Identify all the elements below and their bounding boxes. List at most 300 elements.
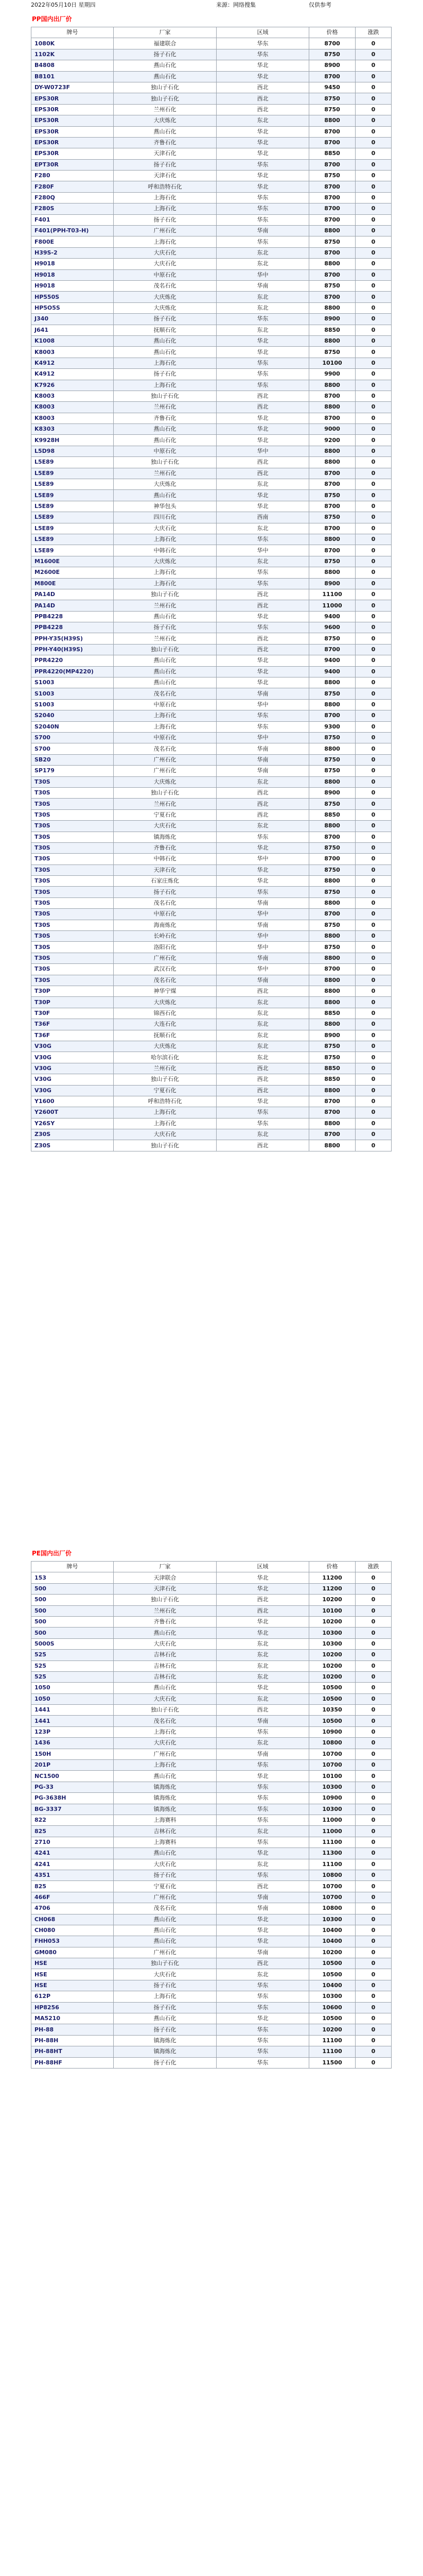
price-cell: 8750 xyxy=(309,1052,356,1063)
maker-cell: 大庆石化 xyxy=(114,1129,217,1140)
maker-cell: 中原石化 xyxy=(114,446,217,456)
model-cell: S1003 xyxy=(31,699,114,710)
change-cell: 0 xyxy=(356,1063,392,1074)
price-cell: 8800 xyxy=(309,534,356,545)
price-cell: 8750 xyxy=(309,556,356,567)
change-cell: 0 xyxy=(356,931,392,942)
change-cell: 0 xyxy=(356,567,392,578)
model-cell: Y2600T xyxy=(31,1107,114,1118)
model-cell: T30S xyxy=(31,787,114,798)
maker-cell: 扬子石化 xyxy=(114,369,217,380)
region-cell: 西北 xyxy=(217,391,309,401)
change-cell: 0 xyxy=(356,876,392,887)
change-cell: 0 xyxy=(356,204,392,214)
change-cell: 0 xyxy=(356,1859,392,1870)
change-cell: 0 xyxy=(356,391,392,401)
table-row xyxy=(31,38,392,49)
change-cell: 0 xyxy=(356,171,392,181)
maker-cell: 兰州石化 xyxy=(114,799,217,809)
maker-cell: 兰州石化 xyxy=(114,1605,217,1616)
maker-cell: 广州石化 xyxy=(114,1749,217,1759)
change-cell: 0 xyxy=(356,1572,392,1583)
change-cell: 0 xyxy=(356,1074,392,1085)
region-cell: 东北 xyxy=(217,292,309,302)
table-header-row xyxy=(31,27,392,38)
table-row xyxy=(31,2035,392,2046)
model-cell: T30S xyxy=(31,975,114,986)
maker-cell: 燕山石化 xyxy=(114,1628,217,1638)
change-cell: 0 xyxy=(356,380,392,391)
region-cell: 西北 xyxy=(217,104,309,115)
model-cell: BG-3337 xyxy=(31,1804,114,1815)
maker-cell: 燕山石化 xyxy=(114,71,217,82)
model-cell: T30S xyxy=(31,842,114,853)
change-cell: 0 xyxy=(356,2024,392,2035)
model-cell: 825 xyxy=(31,1881,114,1892)
price-cell: 10300 xyxy=(309,1991,356,2002)
table-row xyxy=(31,115,392,126)
table-row xyxy=(31,1671,392,1682)
section-title: PP国内出厂价 xyxy=(32,15,72,23)
region-cell: 东北 xyxy=(217,1019,309,1030)
table-row xyxy=(31,887,392,897)
maker-cell: 神华包头 xyxy=(114,501,217,512)
change-cell: 0 xyxy=(356,556,392,567)
maker-cell: 扬子石化 xyxy=(114,2002,217,2013)
price-cell: 8750 xyxy=(309,766,356,776)
maker-cell: 扬子石化 xyxy=(114,1870,217,1880)
price-cell: 10800 xyxy=(309,1870,356,1880)
change-cell: 0 xyxy=(356,159,392,170)
model-cell: V30G xyxy=(31,1052,114,1063)
price-cell: 10700 xyxy=(309,1881,356,1892)
table-row xyxy=(31,247,392,258)
maker-cell: 洛阳石化 xyxy=(114,942,217,953)
region-cell: 华北 xyxy=(217,611,309,622)
change-cell: 0 xyxy=(356,2046,392,2057)
model-cell: K7926 xyxy=(31,380,114,391)
change-cell: 0 xyxy=(356,402,392,413)
region-cell: 东北 xyxy=(217,1660,309,1671)
table-row xyxy=(31,832,392,842)
price-cell: 8700 xyxy=(309,137,356,148)
region-cell: 华东 xyxy=(217,1980,309,1991)
model-cell: F401(PPH-T03-H) xyxy=(31,226,114,236)
model-cell: SB20 xyxy=(31,754,114,765)
maker-cell: 燕山石化 xyxy=(114,1771,217,1782)
table-row xyxy=(31,1892,392,1903)
model-cell: K1008 xyxy=(31,335,114,346)
table-row xyxy=(31,302,392,313)
table-row xyxy=(31,358,392,368)
model-cell: 123P xyxy=(31,1726,114,1737)
maker-cell: 海南炼化 xyxy=(114,920,217,930)
model-cell: 1080K xyxy=(31,38,114,49)
table-row xyxy=(31,611,392,622)
model-cell: 1441 xyxy=(31,1705,114,1716)
section-title: PE国内出厂价 xyxy=(32,1550,72,1557)
model-cell: FHH053 xyxy=(31,1936,114,1947)
maker-cell: 吉林石化 xyxy=(114,1826,217,1837)
region-cell: 西北 xyxy=(217,1705,309,1716)
maker-cell: 独山子石化 xyxy=(114,1140,217,1151)
region-cell: 华南 xyxy=(217,754,309,765)
region-cell: 华南 xyxy=(217,226,309,236)
model-cell: 500 xyxy=(31,1616,114,1627)
table-row xyxy=(31,280,392,291)
region-cell: 华东 xyxy=(217,358,309,368)
change-cell: 0 xyxy=(356,865,392,875)
maker-cell: 大庆石化 xyxy=(114,1969,217,1980)
maker-cell: 茂名石化 xyxy=(114,897,217,908)
price-cell: 8750 xyxy=(309,942,356,953)
table-row xyxy=(31,766,392,776)
table-row xyxy=(31,644,392,655)
maker-cell: 燕山石化 xyxy=(114,1683,217,1693)
change-cell: 0 xyxy=(356,622,392,633)
model-cell: T30S xyxy=(31,964,114,975)
change-cell: 0 xyxy=(356,842,392,853)
price-cell: 8750 xyxy=(309,512,356,523)
price-cell: 8800 xyxy=(309,743,356,754)
model-cell: T30S xyxy=(31,832,114,842)
model-cell: K8003 xyxy=(31,402,114,413)
price-cell: 10200 xyxy=(309,1671,356,1682)
maker-cell: 广州石化 xyxy=(114,754,217,765)
region-cell: 华北 xyxy=(217,60,309,71)
region-cell: 华北 xyxy=(217,181,309,192)
change-cell: 0 xyxy=(356,314,392,325)
change-cell: 0 xyxy=(356,688,392,699)
price-cell: 8850 xyxy=(309,809,356,820)
region-cell: 华北 xyxy=(217,1616,309,1627)
model-cell: Z30S xyxy=(31,1140,114,1151)
model-cell: M2600E xyxy=(31,567,114,578)
region-cell: 华东 xyxy=(217,369,309,380)
maker-cell: 上海石化 xyxy=(114,721,217,732)
change-cell: 0 xyxy=(356,292,392,302)
model-cell: L5E89 xyxy=(31,490,114,501)
change-cell: 0 xyxy=(356,115,392,126)
model-cell: T30S xyxy=(31,854,114,865)
region-cell: 东北 xyxy=(217,1129,309,1140)
section-0 xyxy=(31,11,391,1151)
table-row xyxy=(31,335,392,346)
table-row xyxy=(31,1771,392,1782)
table-row xyxy=(31,413,392,423)
change-cell: 0 xyxy=(356,2035,392,2046)
price-cell: 8800 xyxy=(309,1140,356,1151)
maker-cell: 独山子石化 xyxy=(114,787,217,798)
maker-cell: 燕山石化 xyxy=(114,347,217,358)
region-cell: 东北 xyxy=(217,1671,309,1682)
change-cell: 0 xyxy=(356,854,392,865)
price-cell: 8800 xyxy=(309,986,356,996)
maker-cell: 燕山石化 xyxy=(114,60,217,71)
change-cell: 0 xyxy=(356,1030,392,1041)
model-cell: S2040N xyxy=(31,721,114,732)
maker-cell: 燕山石化 xyxy=(114,435,217,446)
maker-cell: 上海石化 xyxy=(114,1107,217,1118)
change-cell: 0 xyxy=(356,710,392,721)
region-cell: 华北 xyxy=(217,865,309,875)
region-cell: 西北 xyxy=(217,468,309,479)
table-row xyxy=(31,49,392,60)
table-row xyxy=(31,468,392,479)
table-row xyxy=(31,226,392,236)
model-cell: B4808 xyxy=(31,60,114,71)
table-row xyxy=(31,2046,392,2057)
model-cell: NC1500 xyxy=(31,1771,114,1782)
region-cell: 东北 xyxy=(217,325,309,335)
maker-cell: 中韩石化 xyxy=(114,854,217,865)
report-date: 2022年05月10日 星期四 xyxy=(31,2,96,8)
table-row xyxy=(31,380,392,391)
price-cell: 9200 xyxy=(309,435,356,446)
change-cell: 0 xyxy=(356,1771,392,1782)
region-cell: 华东 xyxy=(217,380,309,391)
table-row xyxy=(31,799,392,809)
region-cell: 西北 xyxy=(217,633,309,644)
maker-cell: 扬子石化 xyxy=(114,49,217,60)
table-row xyxy=(31,501,392,512)
column-header-price: 价格 xyxy=(309,27,356,38)
change-cell: 0 xyxy=(356,1870,392,1880)
maker-cell: 茂名石化 xyxy=(114,743,217,754)
price-cell: 10200 xyxy=(309,2024,356,2035)
region-cell: 华北 xyxy=(217,171,309,181)
change-cell: 0 xyxy=(356,1118,392,1129)
model-cell: B8101 xyxy=(31,71,114,82)
price-cell: 8700 xyxy=(309,545,356,556)
change-cell: 0 xyxy=(356,1969,392,1980)
price-cell: 11200 xyxy=(309,1583,356,1594)
model-cell: L5E89 xyxy=(31,523,114,534)
maker-cell: 镇海炼化 xyxy=(114,2046,217,2057)
table-row xyxy=(31,1837,392,1848)
change-cell: 0 xyxy=(356,192,392,203)
model-cell: PPR4220 xyxy=(31,655,114,666)
maker-cell: 吉林石化 xyxy=(114,1671,217,1682)
table-row xyxy=(31,1693,392,1704)
price-cell: 8800 xyxy=(309,699,356,710)
region-cell: 华南 xyxy=(217,743,309,754)
table-row xyxy=(31,192,392,203)
maker-cell: 上海赛科 xyxy=(114,1815,217,1825)
region-cell: 华北 xyxy=(217,655,309,666)
region-cell: 东北 xyxy=(217,523,309,534)
region-cell: 华南 xyxy=(217,688,309,699)
table-row xyxy=(31,214,392,225)
maker-cell: 燕山石化 xyxy=(114,1925,217,1936)
model-cell: PPB4228 xyxy=(31,622,114,633)
model-cell: M1600E xyxy=(31,556,114,567)
model-cell: 525 xyxy=(31,1650,114,1660)
price-cell: 8800 xyxy=(309,302,356,313)
table-row xyxy=(31,578,392,589)
model-cell: PH-88 xyxy=(31,2024,114,2035)
table-row xyxy=(31,876,392,887)
model-cell: 612P xyxy=(31,1991,114,2002)
price-cell: 10200 xyxy=(309,1650,356,1660)
table-row xyxy=(31,104,392,115)
region-cell: 华东 xyxy=(217,2035,309,2046)
column-header-region: 区域 xyxy=(217,27,309,38)
maker-cell: 独山子石化 xyxy=(114,644,217,655)
model-cell: J641 xyxy=(31,325,114,335)
price-cell: 9450 xyxy=(309,82,356,93)
maker-cell: 独山子石化 xyxy=(114,589,217,600)
maker-cell: 中原石化 xyxy=(114,909,217,920)
change-cell: 0 xyxy=(356,1958,392,1969)
region-cell: 华北 xyxy=(217,347,309,358)
region-cell: 华东 xyxy=(217,1760,309,1771)
table-row xyxy=(31,71,392,82)
change-cell: 0 xyxy=(356,1837,392,1848)
change-cell: 0 xyxy=(356,280,392,291)
region-cell: 东北 xyxy=(217,1969,309,1980)
column-header-model: 牌号 xyxy=(31,27,114,38)
region-cell: 华中 xyxy=(217,269,309,280)
table-row xyxy=(31,1936,392,1947)
maker-cell: 石家庄炼化 xyxy=(114,876,217,887)
price-cell: 10500 xyxy=(309,1958,356,1969)
maker-cell: 扬子石化 xyxy=(114,622,217,633)
price-cell: 8700 xyxy=(309,523,356,534)
table-row xyxy=(31,1793,392,1804)
maker-cell: 中原石化 xyxy=(114,699,217,710)
change-cell: 0 xyxy=(356,1848,392,1859)
maker-cell: 福建联合 xyxy=(114,38,217,49)
change-cell: 0 xyxy=(356,1671,392,1682)
price-cell: 8850 xyxy=(309,1008,356,1019)
table-row xyxy=(31,743,392,754)
price-cell: 8750 xyxy=(309,733,356,743)
change-cell: 0 xyxy=(356,1041,392,1052)
model-cell: 500 xyxy=(31,1583,114,1594)
maker-cell: 上海赛科 xyxy=(114,1837,217,1848)
table-row xyxy=(31,842,392,853)
model-cell: F800E xyxy=(31,236,114,247)
maker-cell: 大庆石化 xyxy=(114,247,217,258)
maker-cell: 大庆炼化 xyxy=(114,479,217,490)
region-cell: 华北 xyxy=(217,1583,309,1594)
table-row xyxy=(31,964,392,975)
table-row xyxy=(31,137,392,148)
maker-cell: 燕山石化 xyxy=(114,655,217,666)
change-cell: 0 xyxy=(356,1595,392,1605)
region-cell: 华东 xyxy=(217,567,309,578)
table-row xyxy=(31,1815,392,1825)
price-cell: 8800 xyxy=(309,402,356,413)
price-cell: 8700 xyxy=(309,1129,356,1140)
table-row xyxy=(31,1616,392,1627)
table-row xyxy=(31,986,392,996)
price-cell: 8750 xyxy=(309,842,356,853)
table-row xyxy=(31,457,392,468)
model-cell: L5E89 xyxy=(31,512,114,523)
table-row xyxy=(31,997,392,1008)
model-cell: PH-88HF xyxy=(31,2057,114,2068)
model-cell: 5000S xyxy=(31,1638,114,1649)
region-cell: 华东 xyxy=(217,236,309,247)
model-cell: PA14D xyxy=(31,589,114,600)
region-cell: 华东 xyxy=(217,2046,309,2057)
model-cell: SP179 xyxy=(31,766,114,776)
maker-cell: 扬子石化 xyxy=(114,214,217,225)
region-cell: 华中 xyxy=(217,942,309,953)
region-cell: 华中 xyxy=(217,931,309,942)
maker-cell: 大庆石化 xyxy=(114,1693,217,1704)
change-cell: 0 xyxy=(356,247,392,258)
price-cell: 10900 xyxy=(309,1726,356,1737)
table-row xyxy=(31,1683,392,1693)
table-row xyxy=(31,1925,392,1936)
region-cell: 华东 xyxy=(217,622,309,633)
region-cell: 华南 xyxy=(217,897,309,908)
change-cell: 0 xyxy=(356,49,392,60)
price-cell: 8800 xyxy=(309,776,356,787)
region-cell: 西北 xyxy=(217,1074,309,1085)
model-cell: HSE xyxy=(31,1980,114,1991)
model-cell: K9928H xyxy=(31,435,114,446)
change-cell: 0 xyxy=(356,776,392,787)
change-cell: 0 xyxy=(356,1008,392,1019)
price-cell: 8850 xyxy=(309,148,356,159)
table-row xyxy=(31,545,392,556)
region-cell: 华东 xyxy=(217,314,309,325)
table-row xyxy=(31,171,392,181)
maker-cell: 中原石化 xyxy=(114,733,217,743)
change-cell: 0 xyxy=(356,226,392,236)
region-cell: 华东 xyxy=(217,2002,309,2013)
price-table xyxy=(31,27,392,1151)
maker-cell: 燕山石化 xyxy=(114,126,217,137)
maker-cell: 茂名石化 xyxy=(114,1903,217,1914)
maker-cell: 镇海炼化 xyxy=(114,1782,217,1792)
maker-cell: 武汉石化 xyxy=(114,964,217,975)
price-cell: 10300 xyxy=(309,1804,356,1815)
change-cell: 0 xyxy=(356,512,392,523)
change-cell: 0 xyxy=(356,1738,392,1749)
price-cell: 8850 xyxy=(309,1063,356,1074)
maker-cell: 独山子石化 xyxy=(114,82,217,93)
model-cell: M800E xyxy=(31,578,114,589)
table-row xyxy=(31,181,392,192)
change-cell: 0 xyxy=(356,1705,392,1716)
table-row xyxy=(31,1848,392,1859)
maker-cell: 大庆石化 xyxy=(114,523,217,534)
model-cell: S1003 xyxy=(31,677,114,688)
region-cell: 西北 xyxy=(217,1085,309,1096)
price-cell: 10500 xyxy=(309,2013,356,2024)
maker-cell: 上海石化 xyxy=(114,1991,217,2002)
model-cell: K4912 xyxy=(31,358,114,368)
price-cell: 10500 xyxy=(309,1683,356,1693)
region-cell: 西北 xyxy=(217,1881,309,1892)
model-cell: 500 xyxy=(31,1595,114,1605)
change-cell: 0 xyxy=(356,104,392,115)
maker-cell: 兰州石化 xyxy=(114,468,217,479)
change-cell: 0 xyxy=(356,1683,392,1693)
change-cell: 0 xyxy=(356,1804,392,1815)
table-row xyxy=(31,1903,392,1914)
maker-cell: 呼和浩特石化 xyxy=(114,181,217,192)
price-cell: 8900 xyxy=(309,314,356,325)
model-cell: 1102K xyxy=(31,49,114,60)
price-cell: 8750 xyxy=(309,688,356,699)
price-cell: 8800 xyxy=(309,259,356,269)
